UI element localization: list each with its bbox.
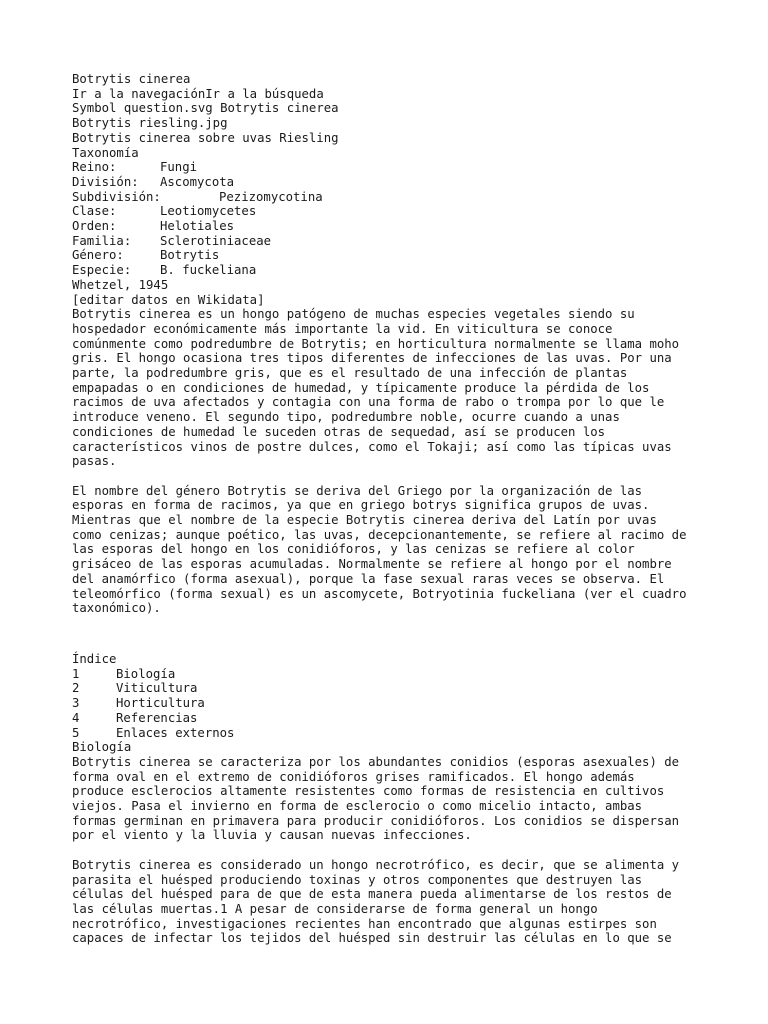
toc-label[interactable]: Enlaces externos [116,725,235,740]
search-link[interactable]: Ir a la búsqueda [205,86,324,101]
page-title: Botrytis cinerea [72,72,191,86]
taxonomy-key: Orden: [72,219,117,234]
taxonomy-row [72,219,702,234]
taxonomy-row [72,190,702,205]
taxonomy-value[interactable]: B. fuckeliana [160,263,257,278]
taxonomy-authority: Whetzel, 1945 [72,277,169,292]
toc-item[interactable] [72,667,702,682]
taxonomy-value[interactable]: Fungi [160,160,198,175]
toc-label[interactable]: Referencias [116,710,198,725]
taxonomy-table [72,160,702,278]
toc-item[interactable] [72,681,702,696]
intro-paragraph: El nombre del género Botrytis se deriva del Griego por la organización de las esporas en forma de racimos, ya que en griego botrys significa grupos de uvas. Mientras que el nombre de la especie Botrytis cinerea deriva del Latín por uvas como cenizas; aunque poético, las uvas, decepcionantemente, se refiere al racimo de las esporas del hongo en los conidióforos, y las cenizas se refiere al color grisáceo de las esporas acumuladas. Normalmente se refiere al hongo por el nombre del anamórfico (forma asexual), porque la fase sexual raras veces se observa. El teleomórfico (forma sexual) es un ascomycete, Botryotinia fuckeliana (ver el cuadro taxonómico). [72,483,687,616]
taxonomy-value[interactable]: Ascomycota [160,174,235,189]
biology-paragraph: Botrytis cinerea es considerado un hongo necrotrófico, es decir, que se alimenta y parasita el huésped produciendo toxinas y otros componentes que destruyen las células del huésped para de que de esta manera pueda alimentarse de los restos de las células muertas.1 A pesar de considerarse de forma general un hongo necrotrófico, investigaciones recientes han encontrado que algunas estirpes son capaces de infectar los tejidos del huésped sin destruir las células en lo que se [72,857,680,946]
toc-heading: Índice [72,652,117,666]
taxonomy-heading: Taxonomía [72,145,139,160]
toc-label[interactable]: Viticultura [116,681,198,696]
image-file-link[interactable]: Botrytis riesling.jpg [72,116,228,131]
taxonomy-row [72,248,702,263]
symbol-line [72,101,702,116]
section-heading-biology: Biología [72,740,132,755]
taxonomy-row [72,234,702,249]
taxonomy-value[interactable]: Botrytis [160,248,220,263]
taxonomy-value[interactable]: Pezizomycotina [219,189,323,204]
toc-item[interactable] [72,711,702,726]
taxonomy-key: Especie: [72,263,132,278]
intro-paragraph: Botrytis cinerea es un hongo patógeno de muchas especies vegetales siendo su hospedador económicamente más importante la vid. En viticultura se conoce comúnmente como podredumbre de Botrytis; en horticultura normalmente se llama moho gris. El hongo ocasiona tres tipos diferentes de infecciones de las uvas. Por una parte, la podredumbre gris, que es el resultado de una infección de plantas empapadas o en condiciones de humedad, y típicamente produce la pérdida de los racimos de uva afectados y contagia con una forma de rabo o trompa por lo que le introduce veneno. El segundo tipo, podredumbre noble, ocurre cuando a unas condiciones de humedad le suceden otras de sequedad, así se producen los característicos vinos de postre dulces, como el Tokaji; así como las típicas uvas pasas. [72,307,680,469]
biology-paragraph: Botrytis cinerea se caracteriza por los abundantes conidios (esporas asexuales) de forma oval en el extremo de conidióforos grises ramificados. El hongo además produce esclerocios altamente resistentes como formas de resistencia en cultivos viejos. Pasa el invierno en forma de esclerocio o como micelio intacto, ambas formas germinan en primavera para producir conidióforos. Los conidios se dispersan por el viento y la lluvia y causan nuevas infecciones. [72,754,680,843]
taxonomy-row [72,175,702,190]
edit-wikidata-link[interactable]: [editar datos en Wikidata] [72,292,265,307]
toc-label[interactable]: Horticultura [116,696,205,711]
nav-link[interactable]: Ir a la navegación [72,86,206,101]
taxonomy-row [72,263,702,278]
toc-number: 4 [72,710,80,725]
image-caption: Botrytis cinerea sobre uvas Riesling [72,130,339,145]
taxonomy-row [72,160,702,175]
taxonomy-key: Familia: [72,233,132,248]
toc-number: 1 [72,666,80,681]
toc-number: 3 [72,696,80,711]
taxonomy-value[interactable]: Leotiomycetes [160,204,257,219]
taxonomy-key: Subdivisión: [72,189,161,204]
article-body [72,72,702,946]
table-of-contents [72,652,702,740]
toc-label[interactable]: Biología [116,666,176,681]
toc-item[interactable] [72,726,702,741]
taxonomy-value[interactable]: Sclerotiniaceae [160,233,272,248]
symbol-name: Botrytis cinerea [220,101,339,116]
taxonomy-key: Reino: [72,160,117,175]
taxonomy-key: División: [72,174,139,189]
taxonomy-key: Clase: [72,204,117,219]
toc-item[interactable] [72,696,702,711]
toc-number: 2 [72,681,80,696]
toc-number: 5 [72,725,80,740]
taxonomy-key: Género: [72,248,124,263]
taxonomy-value[interactable]: Helotiales [160,219,235,234]
taxonomy-row [72,204,702,219]
symbol-file-link[interactable]: Symbol question.svg [72,101,213,116]
skip-links [72,87,702,102]
